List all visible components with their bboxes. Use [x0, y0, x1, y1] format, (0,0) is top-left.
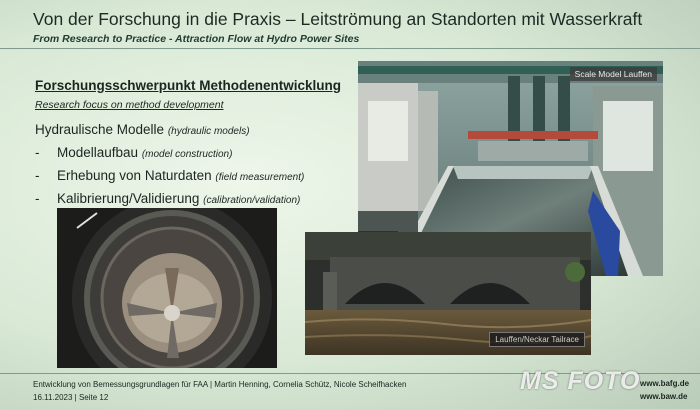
bullet-item — [35, 145, 232, 160]
footer-url-bafg: www.bafg.de — [640, 379, 690, 388]
bullet-item — [35, 191, 300, 206]
tailrace-photo — [305, 232, 591, 355]
intro-text: Hydraulische Modelle — [35, 122, 165, 137]
slide-subtitle: From Research to Practice - Attraction Flow at Hydro Power Sites — [33, 33, 360, 45]
section-heading: Forschungsschwerpunkt Methodenentwicklung — [35, 78, 342, 93]
bullet-dash: - — [35, 168, 40, 183]
footer-credits: Entwicklung von Bemessungsgrundlagen für FAA | Martin Henning, Cornelia Schütz, Nicole Scheifhacken — [33, 380, 407, 389]
slide-title: Von der Forschung in die Praxis – Leitströmung an Standorten mit Wasserkraft — [33, 9, 643, 29]
bullet-text: Modellaufbau — [57, 145, 139, 160]
turbine-image — [57, 208, 277, 368]
header-divider — [0, 48, 700, 49]
section-heading-translation: Research focus on method development — [35, 99, 224, 111]
bullet-dash: - — [35, 191, 40, 206]
tailrace-caption: Lauffen/Neckar Tailrace — [489, 332, 585, 347]
photographer-watermark: MS FOTO — [520, 367, 641, 395]
scale-model-caption: Scale Model Lauffen — [570, 67, 657, 81]
intro-line — [35, 122, 250, 137]
intro-translation: (hydraulic models) — [167, 126, 250, 137]
bullet-text: Erhebung von Naturdaten — [57, 168, 212, 183]
footer-url-baw: www.baw.de — [640, 392, 688, 401]
bullet-translation: (field measurement) — [215, 172, 305, 183]
footer-date-page: 16.11.2023 | Seite 12 — [33, 393, 109, 402]
bullet-text: Kalibrierung/Validierung — [57, 191, 200, 206]
bullet-item — [35, 168, 304, 183]
bullet-translation: (calibration/validation) — [203, 195, 301, 206]
bullet-translation: (model construction) — [141, 149, 233, 160]
bullet-dash: - — [35, 145, 40, 160]
turbine-photo — [57, 208, 277, 368]
